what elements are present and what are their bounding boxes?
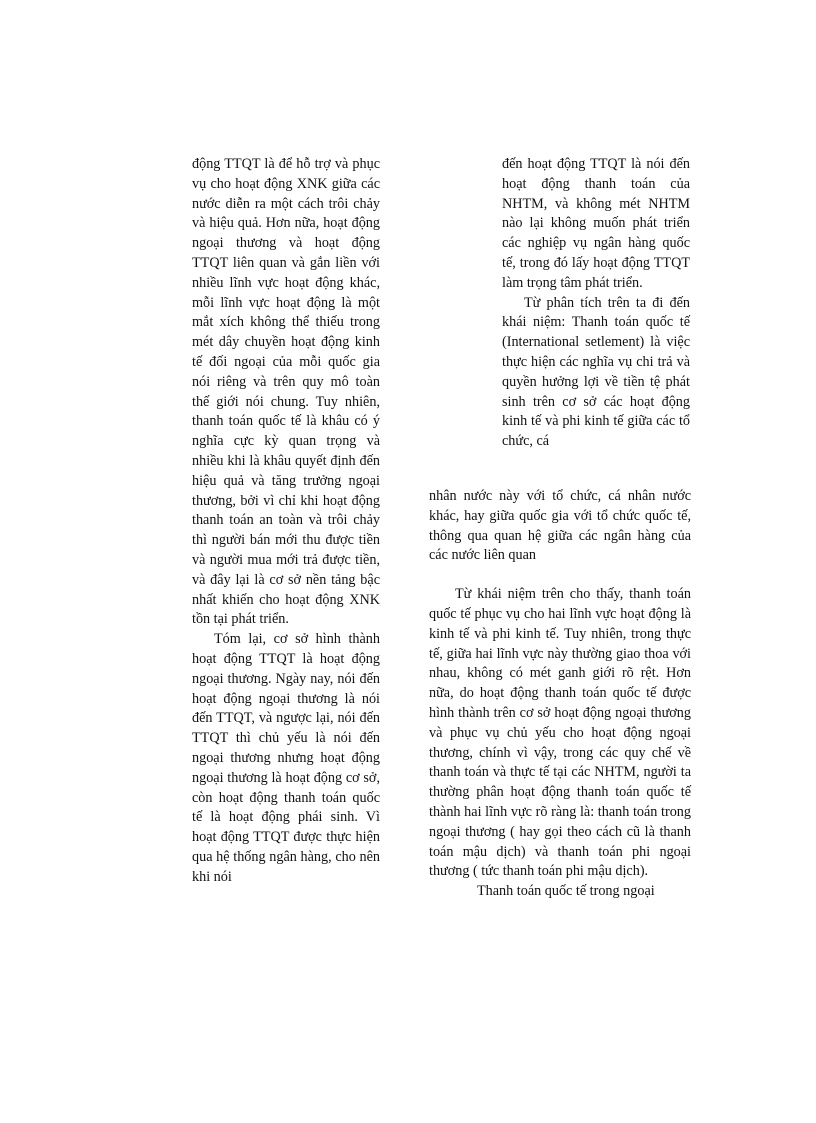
right-text-column-narrow	[502, 155, 690, 452]
right-paragraph-4: Thanh toán quốc tế trong ngoại	[477, 883, 655, 900]
right-paragraph-2-start: Từ phân tích trên ta đi đến khái niệm: Thanh toán quốc tế (International setlement) là việc thực hiện các nghĩa vụ chi trả và quyền hưởng lợi về tiền tệ phát sinh trên cơ sở các hoạt động kinh tế và phi kinh tế giữa các tổ chức, cá	[502, 294, 690, 450]
left-paragraph-1: động TTQT là để hỗ trợ và phục vụ cho hoạt động XNK giữa các nước diễn ra một cách trôi chảy và hiệu quả. Hơn nữa, hoạt động ngoại thương và hoạt động TTQT liên quan và gắn liền với nhiều lĩnh vực hoạt động khác, mỗi lĩnh vực hoạt động là một mắt xích không thể thiếu trong mét dây chuyền hoạt động kinh tế đối ngoại của mỗi quốc gia nói riêng và trên quy mô toàn thế giới nói chung. Tuy nhiên, thanh toán quốc tế là khâu có ý nghĩa cực kỳ quan trọng và nhiều khi là khâu quyết định đến hiệu quả và tăng trưởng ngoại thương, bởi vì chỉ khi hoạt động thanh toán an toàn và trôi chảy thì người bán mới thu được tiền và người mua mới trả được tiền, và đây lại là cơ sở nền tảng bậc nhất khiến cho hoạt động XNK tồn tại phát triển.	[192, 156, 380, 628]
left-paragraph-2: Tóm lại, cơ sở hình thành hoạt động TTQT là hoạt động ngoại thương. Ngày nay, nói đến hoạt động ngoại thương là nói đến TTQT, và ngược lại, nói đến TTQT thì chủ yếu là nói đến ngoại thương nhưng hoạt động ngoại thương là hoạt động cơ sở, còn hoạt động thanh toán quốc tế là hoạt động phái sinh. Vì hoạt động TTQT được thực hiện qua hệ thống ngân hàng, cho nên khi nói	[192, 631, 380, 885]
right-paragraph-1: đến hoạt động TTQT là nói đến hoạt động thanh toán của NHTM, và không mét NHTM nào lại không muốn phát triển các nghiệp vụ ngân hàng quốc tế, trong đó lấy hoạt động TTQT làm trọng tâm phát triển.	[502, 156, 690, 291]
right-paragraph-3: Từ khái niệm trên cho thấy, thanh toán quốc tế phục vụ cho hai lĩnh vực hoạt động là kinh tế và phi kinh tế. Tuy nhiên, trong thực tế, giữa hai lĩnh vực này thường giao thoa với nhau, không có mét ganh giới rõ rệt. Hơn nữa, do hoạt động thanh toán quốc tế được hình thành trên cơ sở hoạt động ngoại thương và phục vụ chủ yếu cho hoạt động ngoại thương, chính vì vậy, trong các quy chế về thanh toán và thực tế tại các NHTM, người ta thường phân hoạt động thanh toán quốc tế thành hai lĩnh vực rõ ràng là: thanh toán trong ngoại thương ( hay gọi theo cách cũ là thanh toán mậu dịch) và thanh toán phi ngoại thương ( tức thanh toán phi mậu dịch).	[429, 586, 691, 880]
right-text-column-wide	[429, 487, 691, 902]
left-text-column	[192, 155, 380, 887]
right-paragraph-2-end: nhân nước này với tổ chức, cá nhân nước khác, hay giữa quốc gia với tổ chức quốc tế, thông qua quan hệ giữa các ngân hàng của các nước liên quan	[429, 488, 691, 564]
